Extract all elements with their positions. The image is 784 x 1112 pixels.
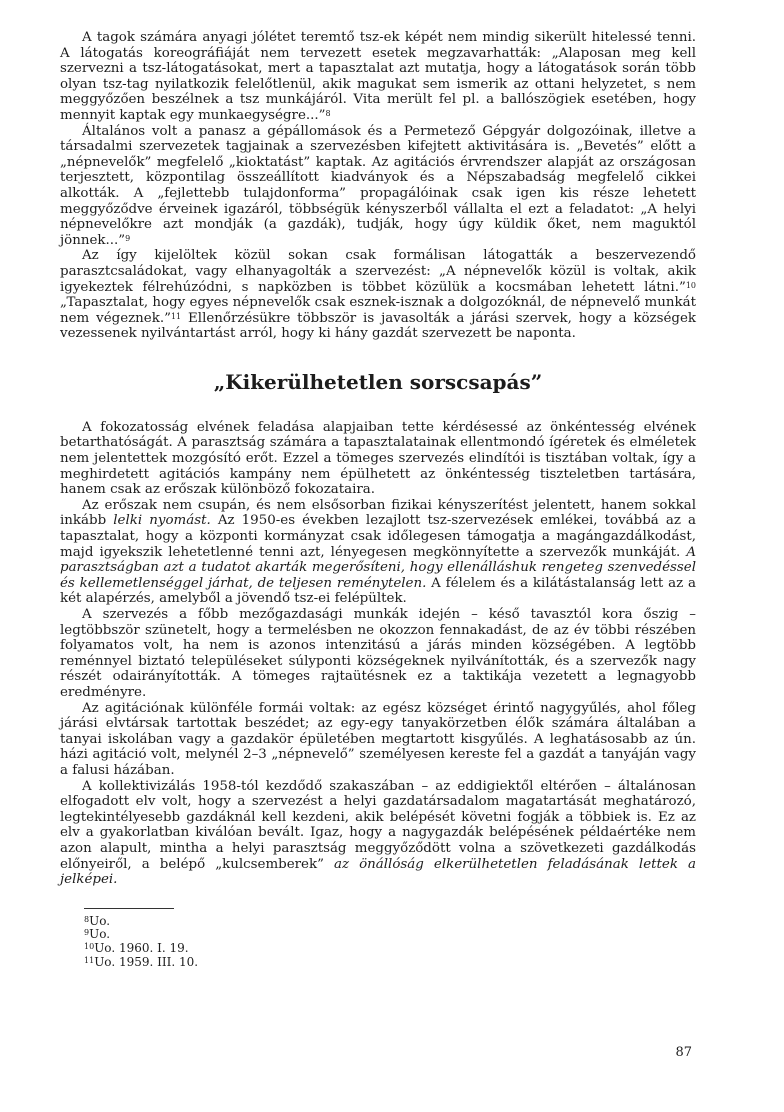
footnote-reference[interactable]: 10 xyxy=(685,280,696,290)
text-run: A fokozatosság elvének feladása alapjaiban tette kérdésessé az önkéntesség elvének betarthatóságát. A parasztság számára a tapasztalatainak ellentmondó ígéretek és elméletek nem jelentettek mozgósító erőt. Ezzel a tömeges szervezés elindítói is tisztában voltak, így a meghirdetett agitációs kampány nem épülhetett az önkéntesség tiszteletben tartására, hanem csak az erőszak különböző fokozataira. xyxy=(60,419,696,498)
footnotes xyxy=(84,915,696,970)
italic-text: A parasztságban azt a tudatot akarták megerősíteni, hogy ellenálláshuk rengeteg szenvedéssel és kellemetlenséggel járhat, de teljesen reménytelen. xyxy=(60,544,696,591)
text-run: Az így kijelöltek közül sokan csak formálisan látogatták a beszervezendő parasztcsaládokat, vagy elhanyagolták a szervezést: „A népnevelők közül is voltak, akik igyekeztek félrehúzódni, s napközben is többet közülük a kocsmában lehetett látni.” xyxy=(60,248,696,295)
text-run: Az 1950-es években lezajlott tsz-szervezések emlékei, továbbá az a tapasztalat, hogy a központi kormányzat csak időlegesen támogatja a magángazdálkodást, majd igyekszik lehetetlenné tenni azt, lényegesen megkönnyítette a szervezők munkáját. xyxy=(60,513,696,560)
section-main-paragraphs xyxy=(60,420,696,888)
paragraph xyxy=(60,701,696,779)
section-main xyxy=(60,420,696,888)
text-run: Ellenőrzésükre többször is javasolták a járási szervek, hogy a községek vezessenek nyilvántartást arról, hogy ki hány gazdát szervezett be naponta. xyxy=(60,310,697,342)
footnote-item xyxy=(84,928,696,942)
text-run: Az agitációnak különféle formái voltak: az egész községet érintő nagygyűlés, ahol főleg járási elvtársak tartottak beszédet; az egy-egy tanyakörzetben élők számára általában a tanyai iskolában vagy a gazdakör épületében megtartott kisgyűlés. A leghatásosabb az ún. házi agitáció volt, melynél 2–3 „népnevelő” személyesen kereste fel a gazdát a tanyáján vagy a falusi házában. xyxy=(60,700,696,778)
section-intro-paragraphs xyxy=(60,30,696,342)
footnote-number: 9 xyxy=(84,928,90,938)
text-run: A kollektivizálás 1958-tól kezdődő szakaszában – az eddigiektől eltérően – általánosan elfogadott elv volt, hogy a szervezést a helyi gazdatársadalom magatartását meghatározó, legtekintélyesebb gazdáknál kell kezdeni, akik belépését követni fogják a többiek is. Ez az elv a gyakorlatban kiválóan bevált. Igaz, hogy a nagygazdák belépésének példaértéke nem azon alapult, mintha a helyi parasztság meggyőződött volna a szövetkezeti gazdálkodás előnyeiről, a belépő „kulcsemberek” xyxy=(60,778,696,872)
footnote-item xyxy=(84,915,696,929)
footnote-text: Uo. xyxy=(89,927,111,942)
paragraph xyxy=(60,420,696,498)
footnote-divider xyxy=(84,908,174,909)
footnote-text: Uo. xyxy=(89,913,111,928)
footnote-text: Uo. 1960. I. 19. xyxy=(94,941,189,956)
footnote-reference[interactable]: 8 xyxy=(325,108,331,118)
text-run: Általános volt a panasz a gépállomások és a Permetező Gépgyár dolgozóinak, illetve a társadalmi szervezetek tagjainak a szervezésben kifejtett aktivitására is. „Bevetés” előtt a „népnevelők” megfelelő „kioktatást” kaptak. Az agitációs érvrendszer alapját az országosan terjesztett, központilag összeállított kiadványok és a Népszabadság megfelelő cikkei alkották. A „fejlettebb tulajdonforma” propagálóinak csak igen kis része lehetett meggyőződve érveinek igazáról, többségük kényszerből vállalta el ezt a feladatot: „A helyi népnevelőkre azt mondják (a gazdák), tudják, hogy úgy küldik őket, nem maguktól jönnek...” xyxy=(60,123,696,248)
text-run: A szervezés a főbb mezőgazdasági munkák idején – késő tavasztól kora őszig – legtöbbször szünetelt, hogy a termelésben ne okozzon fennakadást, de az év többi részében folyamatos volt, ha nem is azonos intenzitású a járás minden községében. A legtöbb reménnyel biztató településeket súlyponti községeknek nyilvánították, és a szervezők nagy részét odairányították. A tömeges rajtaütésnek ez a taktikája vezetett a legnagyobb eredményre. xyxy=(60,607,696,700)
text-run: A tagok számára anyagi jólétet teremtő tsz-ek képét nem mindig sikerült hitelessé tenni. A látogatás koreográfiáját nem tervezett esetek megzavarhatták: „Alaposan meg kell szervezni a tsz-látogatásokat, mert a tapasztalat azt mutatja, hogy a látogatások során több olyan tsz-tag nyilatkozik felelőtlenül, akik magukat sem ismerik az ottani helyzetet, s nem meggyőzően beszélnek a tsz munkájáról. Vita merült fel pl. a ballószögiek esetében, hogy mennyit kaptak egy munkaegységre...” xyxy=(60,30,696,123)
footnote-text: Uo. 1959. III. 10. xyxy=(94,955,199,970)
footnote-reference[interactable]: 11 xyxy=(170,311,182,321)
footnote-item xyxy=(84,956,696,970)
page-number: 87 xyxy=(675,1045,692,1060)
paragraph xyxy=(60,124,696,249)
section-heading: „Kikerülhetetlen sorscsapás” xyxy=(213,369,543,394)
footnote-reference[interactable]: 9 xyxy=(125,233,131,243)
text-run: „Tapasztalat, hogy egyes népnevelők csak esznek-isznak a dolgozóknál, de népnevelő munkát nem végeznek.” xyxy=(60,295,696,326)
paragraph xyxy=(60,30,696,124)
footnote-number: 8 xyxy=(84,914,90,924)
paragraph xyxy=(60,498,696,607)
text-run: A félelem és a kilátástalanság lett az a két alapérzés, amelyből a jövendő tsz-ei felépültek. xyxy=(60,575,696,607)
italic-text: az önállóság elkerülhetetlen feladásának lettek a jelképei. xyxy=(60,856,696,888)
text-run: Az erőszak nem csupán, és nem elsősorban fizikai kényszerítést jelentett, hanem sokkal inkább xyxy=(60,497,696,529)
paragraph xyxy=(60,248,696,342)
section-intro xyxy=(60,30,696,342)
paragraph xyxy=(60,607,696,701)
footnote-item xyxy=(84,942,696,956)
footnote-number: 11 xyxy=(84,956,95,966)
italic-text: lelki nyomást. xyxy=(113,513,211,529)
footnote-number: 10 xyxy=(84,942,95,952)
paragraph xyxy=(60,779,696,888)
